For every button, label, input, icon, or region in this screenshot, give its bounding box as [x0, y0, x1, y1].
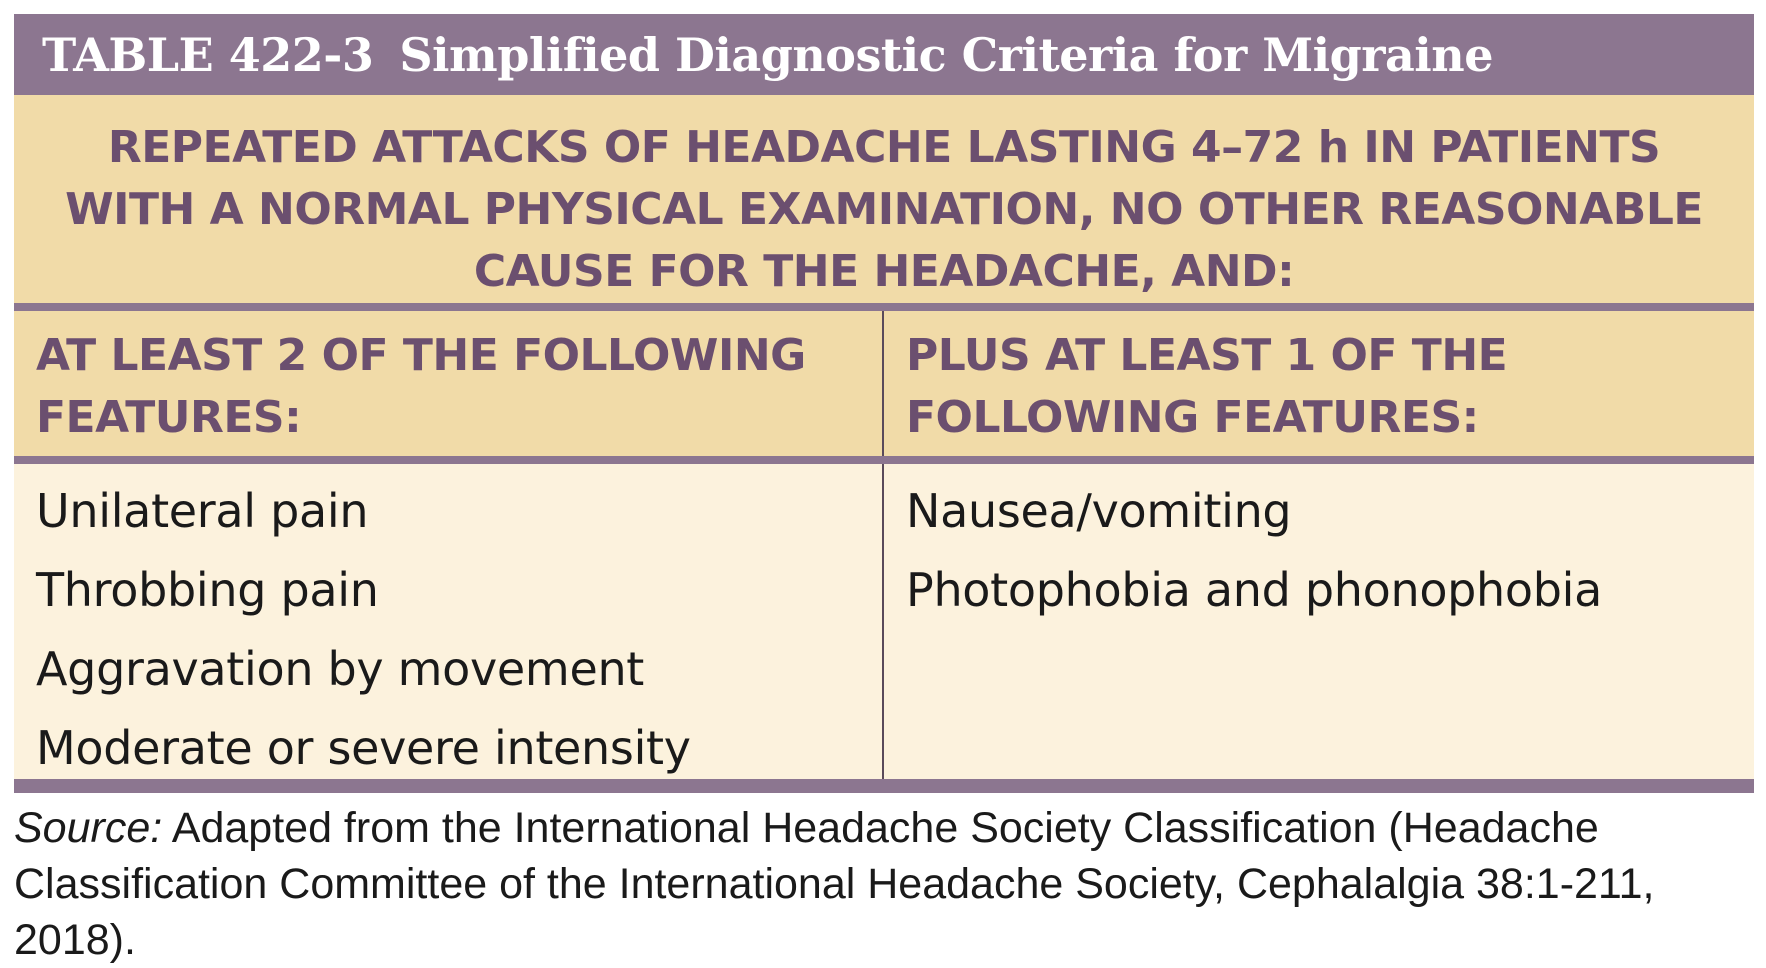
table-body-row [14, 464, 1754, 779]
criteria-table [14, 14, 1754, 793]
column-header-right: PLUS AT LEAST 1 OF THE FOLLOWING FEATURES: [906, 330, 1508, 443]
right-feature-list [884, 464, 1754, 779]
table-number: TABLE 422-3 [42, 27, 374, 82]
list-item: Throbbing pain [36, 563, 379, 617]
list-item: Unilateral pain [36, 484, 369, 538]
divider [14, 456, 1754, 464]
table-banner: REPEATED ATTACKS OF HEADACHE LASTING 4–72 h IN PATIENTS WITH A NORMAL PHYSICAL EXAMINATION, NO OTHER REASONABLE CAUSE FOR THE HEADACHE, AND: [14, 95, 1754, 303]
table-title-text: Simplified Diagnostic Criteria for Migraine [399, 27, 1493, 82]
table-title-bar [14, 14, 1754, 95]
list-item: Nausea/vomiting [906, 484, 1292, 538]
list-item: Moderate or severe intensity [36, 721, 691, 775]
table-title [42, 28, 1493, 82]
left-feature-list [14, 464, 884, 779]
source-label: Source: [14, 804, 163, 852]
divider [14, 303, 1754, 311]
column-header-row [14, 311, 1754, 456]
source-note [14, 800, 1714, 968]
list-item: Photophobia and phonophobia [906, 563, 1603, 617]
list-item: Aggravation by movement [36, 642, 645, 696]
source-text: Adapted from the International Headache Society Classification (Headache Classification Committee of the International Headache Society, Cephalalgia 38:1-211, 2018). [14, 804, 1655, 964]
column-header-left: AT LEAST 2 OF THE FOLLOWING FEATURES: [14, 311, 884, 456]
